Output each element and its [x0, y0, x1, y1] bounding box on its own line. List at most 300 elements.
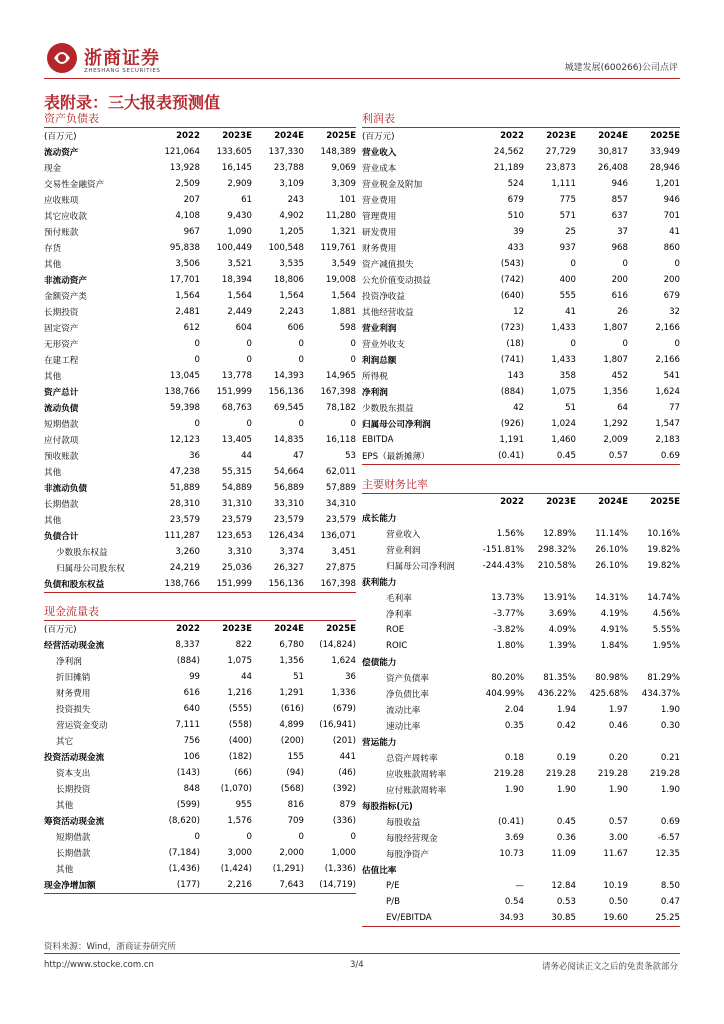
cell-value: 3,451: [331, 547, 356, 557]
cell-value: 19,008: [325, 275, 356, 285]
row-label: 净负债比率: [386, 690, 429, 700]
table-row: [362, 606, 680, 622]
cash-flow-section: [44, 604, 356, 894]
row-label: 财务费用: [56, 689, 91, 699]
cell-value: 207: [183, 195, 200, 205]
cell-value: 14,393: [273, 371, 304, 381]
cell-value: 0: [350, 339, 356, 349]
year-header: 2022: [500, 131, 524, 141]
cell-value: 151,999: [200, 576, 252, 593]
footer-divider: [44, 953, 680, 954]
cell-value: 95,838: [169, 243, 200, 253]
cell-value: 12: [513, 307, 524, 317]
row-label: 净利润: [56, 657, 82, 667]
cell-value: 1,564: [331, 291, 356, 301]
table-row: [362, 622, 680, 638]
cell-value: 2,509: [175, 179, 200, 189]
cell-value: 26,327: [273, 563, 304, 573]
cell-value: 80.98%: [595, 673, 628, 683]
row-label: 营业成本: [362, 164, 397, 174]
ratios-title: 主要财务比率: [362, 477, 680, 494]
cell-value: 119,761: [320, 243, 356, 253]
cell-value: -3.82%: [493, 625, 524, 635]
table-row: [362, 368, 680, 384]
row-label: 其它应收款: [44, 212, 87, 222]
cell-value: 1,292: [603, 419, 628, 429]
cell-value: 1,356: [603, 387, 628, 397]
row-label: 其它: [56, 737, 74, 747]
table-row: [44, 320, 356, 336]
table-row: [44, 240, 356, 256]
cell-value: [628, 654, 680, 670]
table-row: [44, 352, 356, 368]
row-label: 应付账款周转率: [386, 786, 447, 796]
row-label: 资产负债率: [386, 674, 429, 684]
cell-value: 0.35: [504, 721, 524, 731]
header-divider: [44, 78, 680, 79]
cell-value: 11.67: [603, 849, 628, 859]
row-label: 营运资金变动: [56, 721, 108, 731]
cell-value: -3.77%: [493, 609, 524, 619]
table-row: [362, 542, 680, 558]
cell-value: 0: [350, 419, 356, 429]
cell-value: -244.43%: [482, 561, 524, 571]
table-row: [362, 240, 680, 256]
table-row: [362, 336, 680, 352]
cell-value: 13.73%: [491, 593, 524, 603]
cell-value: 3,549: [331, 259, 356, 269]
table-row: [44, 749, 356, 765]
row-label: 获利能力: [362, 578, 397, 588]
cell-value: 3,374: [279, 547, 304, 557]
cell-value: 0.36: [556, 833, 576, 843]
cell-value: 1,807: [603, 355, 628, 365]
cell-value: 10.19: [603, 881, 628, 891]
cell-value: 1,075: [227, 656, 252, 666]
cell-value: 860: [663, 243, 680, 253]
cell-value: [524, 654, 576, 670]
cell-value: 1,564: [279, 291, 304, 301]
cell-value: 0.69: [628, 448, 680, 465]
income-statement-section: [362, 111, 680, 465]
cell-value: 4.56%: [652, 609, 680, 619]
cell-value: 434.37%: [641, 689, 680, 699]
cell-value: (568): [280, 784, 304, 794]
table-row: [44, 765, 356, 781]
table-row: [44, 637, 356, 653]
row-label: 应付款项: [44, 436, 79, 446]
cell-value: 1.94: [556, 705, 576, 715]
footer-url[interactable]: http://www.stocke.com.cn: [44, 960, 154, 970]
cell-value: 3,310: [227, 547, 252, 557]
cell-value: 106: [183, 752, 200, 762]
cell-value: 7,643: [252, 877, 304, 894]
cell-value: 1.56%: [496, 529, 524, 539]
table-row: [44, 384, 356, 400]
cell-value: (723): [500, 323, 524, 333]
year-header: 2025E: [326, 131, 356, 141]
cell-value: 2.04: [504, 705, 524, 715]
row-label: 经营活动现金流: [44, 641, 105, 651]
row-label: 现金: [44, 164, 62, 174]
cell-value: 1.39%: [548, 641, 576, 651]
row-label: 投资净收益: [362, 292, 405, 302]
cell-value: 8.50: [660, 881, 680, 891]
table-row: [362, 830, 680, 846]
row-label: 在建工程: [44, 356, 79, 366]
cell-value: 2,449: [227, 307, 252, 317]
cell-value: (741): [500, 355, 524, 365]
cell-value: 2,009: [603, 435, 628, 445]
cell-value: 433: [507, 243, 524, 253]
cell-value: 0: [298, 832, 304, 842]
cell-value: 14,965: [325, 371, 356, 381]
cell-value: 857: [611, 195, 628, 205]
footer-disclaimer: 请务必阅读正文之后的免责条款部分: [541, 962, 678, 972]
cell-value: 0: [194, 355, 200, 365]
cell-value: 111,287: [164, 531, 200, 541]
cell-value: 81.29%: [647, 673, 680, 683]
cell-value: 11,280: [325, 211, 356, 221]
year-header: 2023E: [222, 624, 252, 634]
table-row: [362, 558, 680, 574]
cell-value: 0.54: [504, 897, 524, 907]
cell-value: 955: [235, 800, 252, 810]
cell-value: 62,011: [325, 467, 356, 477]
table-row: [44, 288, 356, 304]
unit-label: [362, 494, 472, 510]
table-row: [44, 781, 356, 797]
cell-value: [576, 574, 628, 590]
cell-value: (555): [228, 704, 252, 714]
cell-value: (182): [228, 752, 252, 762]
row-label: 筹资活动现金流: [44, 817, 105, 827]
cell-value: 1.90: [660, 785, 680, 795]
row-label: 营业税金及附加: [362, 180, 423, 190]
cell-value: 1.80%: [496, 641, 524, 651]
cell-value: 937: [559, 243, 576, 253]
cell-value: 3,506: [175, 259, 200, 269]
table-row: [44, 224, 356, 240]
row-label: 财务费用: [362, 244, 397, 254]
table-row: [44, 432, 356, 448]
row-label: 每股收益: [386, 818, 421, 828]
cell-value: [628, 574, 680, 590]
table-header-row: [362, 494, 680, 510]
cell-value: 0: [194, 339, 200, 349]
balance-sheet-title: 资产负债表: [44, 111, 356, 128]
cell-value: (143): [176, 768, 200, 778]
cell-value: [472, 798, 524, 814]
cell-value: 41: [669, 227, 680, 237]
cell-value: 1,433: [551, 323, 576, 333]
table-row: [362, 416, 680, 432]
cell-value: 8,337: [175, 640, 200, 650]
cell-value: (640): [500, 291, 524, 301]
table-row: [44, 400, 356, 416]
cell-value: [524, 862, 576, 878]
table-row: [44, 256, 356, 272]
cell-value: 1,075: [551, 387, 576, 397]
table-row: [362, 814, 680, 830]
cell-value: [628, 510, 680, 526]
cell-value: 44: [241, 451, 252, 461]
table-row: [44, 845, 356, 861]
cell-value: (616): [280, 704, 304, 714]
table-row: [362, 846, 680, 862]
cell-value: 1,576: [227, 816, 252, 826]
table-row: [362, 448, 680, 465]
cell-value: 0.57: [608, 817, 628, 827]
cell-value: (926): [500, 419, 524, 429]
row-label: 长期投资: [44, 308, 79, 318]
cell-value: 709: [287, 816, 304, 826]
table-row: [44, 160, 356, 176]
cell-value: 822: [235, 640, 252, 650]
row-label: 其他: [44, 516, 62, 526]
cell-value: 0.47: [660, 897, 680, 907]
cell-value: 143: [507, 371, 524, 381]
cell-value: 1,624: [331, 656, 356, 666]
table-row: [362, 894, 680, 910]
cell-value: 637: [611, 211, 628, 221]
cell-value: [576, 510, 628, 526]
table-row: [44, 717, 356, 733]
row-label: 存货: [44, 244, 62, 254]
cell-value: 100,449: [216, 243, 252, 253]
row-label: 归属母公司净利润: [362, 420, 431, 430]
cell-value: 425.68%: [589, 689, 628, 699]
cell-value: 78,182: [325, 403, 356, 413]
row-label: 营业收入: [386, 530, 421, 540]
cash-flow-title: 现金流量表: [44, 604, 356, 621]
row-label: 净利润: [362, 388, 388, 398]
cell-value: 0.19: [556, 753, 576, 763]
cell-value: 26,408: [597, 163, 628, 173]
cell-value: (66): [234, 768, 252, 778]
cash-flow-table: [44, 621, 356, 894]
cell-value: 13.91%: [543, 593, 576, 603]
cell-value: 0: [246, 419, 252, 429]
cell-value: 816: [287, 800, 304, 810]
cell-value: 77: [669, 403, 680, 413]
cell-value: 19.82%: [647, 545, 680, 555]
cell-value: (599): [176, 800, 200, 810]
row-label: 资产减值损失: [362, 260, 414, 270]
row-label: 负债合计: [44, 532, 79, 542]
cell-value: 6,780: [279, 640, 304, 650]
report-title: 城建发展(600266)公司点评: [564, 63, 678, 73]
cell-value: 4.09%: [548, 625, 576, 635]
cell-value: 0: [298, 419, 304, 429]
row-label: 金额资产类: [44, 292, 87, 302]
row-label: 每股指标(元): [362, 802, 413, 812]
cell-value: 1.90: [504, 785, 524, 795]
table-row: [44, 272, 356, 288]
cell-value: 31,310: [221, 499, 252, 509]
cell-value: 604: [235, 323, 252, 333]
row-label: 流动比率: [386, 706, 421, 716]
cell-value: 39: [513, 227, 524, 237]
cell-value: 137,330: [268, 147, 304, 157]
row-label: 营业收入: [362, 148, 397, 158]
cell-value: 441: [339, 752, 356, 762]
year-header: 2025E: [650, 497, 680, 507]
cell-value: 25,036: [221, 563, 252, 573]
cell-value: (1,291): [272, 864, 304, 874]
row-label: 现金净增加额: [44, 877, 148, 894]
table-header-row: [362, 128, 680, 144]
row-label: 预付账款: [44, 228, 79, 238]
table-header-row: [44, 621, 356, 637]
cell-value: 23,788: [273, 163, 304, 173]
cell-value: 80.20%: [491, 673, 524, 683]
cell-value: 24,219: [169, 563, 200, 573]
cell-value: 210.58%: [537, 561, 576, 571]
cell-value: -6.57: [657, 833, 680, 843]
row-label: 折旧摊销: [56, 673, 91, 683]
table-row: [362, 670, 680, 686]
income-statement-table: [362, 128, 680, 465]
cell-value: 0.57: [576, 448, 628, 465]
cell-value: 28,946: [649, 163, 680, 173]
cell-value: 5.55%: [652, 625, 680, 635]
row-label: 其他: [44, 468, 62, 478]
table-row: [362, 590, 680, 606]
cell-value: 1,881: [331, 307, 356, 317]
row-label: 其他: [44, 260, 62, 270]
cell-value: 23,579: [273, 515, 304, 525]
year-header: 2025E: [650, 131, 680, 141]
cell-value: 81.35%: [543, 673, 576, 683]
cell-value: 10.16%: [647, 529, 680, 539]
cell-value: 13,405: [221, 435, 252, 445]
cell-value: 101: [339, 195, 356, 205]
cell-value: 0: [570, 339, 576, 349]
table-row: [44, 544, 356, 560]
cell-value: 27,875: [325, 563, 356, 573]
row-label: 短期借款: [56, 833, 91, 843]
table-row: [44, 685, 356, 701]
row-label: 其他: [44, 372, 62, 382]
row-label: 估值比率: [362, 866, 397, 876]
row-label: 毛利率: [386, 594, 412, 604]
cell-value: 2,909: [227, 179, 252, 189]
row-label: 公允价值变动损益: [362, 276, 431, 286]
cell-value: 3,260: [175, 547, 200, 557]
cell-value: 612: [183, 323, 200, 333]
cell-value: 219.28: [545, 769, 576, 779]
cell-value: 57,889: [325, 483, 356, 493]
cell-value: 61: [241, 195, 252, 205]
cell-value: 2,243: [279, 307, 304, 317]
cell-value: 2,166: [655, 355, 680, 365]
cell-value: 1,321: [331, 227, 356, 237]
table-row: [44, 416, 356, 432]
cell-value: 36: [345, 672, 356, 682]
cell-value: 30,817: [597, 147, 628, 157]
year-header: 2024E: [598, 497, 628, 507]
table-row: [44, 304, 356, 320]
cell-value: (16,941): [319, 720, 356, 730]
cell-value: 42: [513, 403, 524, 413]
cell-value: 64: [617, 403, 628, 413]
unit-label: (百万元): [44, 132, 77, 142]
cell-value: 0: [570, 259, 576, 269]
row-label: 归属母公司净利润: [386, 562, 455, 572]
row-label: 投资损失: [56, 705, 91, 715]
cell-value: (8,620): [168, 816, 200, 826]
table-row: [44, 813, 356, 829]
cell-value: 33,949: [649, 147, 680, 157]
table-row: [44, 528, 356, 544]
cell-value: 4,902: [279, 211, 304, 221]
year-header: 2022: [176, 624, 200, 634]
cell-value: 3,000: [227, 848, 252, 858]
cell-value: 848: [183, 784, 200, 794]
cell-value: 18,806: [273, 275, 304, 285]
cell-value: 99: [189, 672, 200, 682]
cell-value: 0: [246, 355, 252, 365]
cell-value: 1,216: [227, 688, 252, 698]
cell-value: 0: [194, 832, 200, 842]
cell-value: [472, 510, 524, 526]
cell-value: 1,111: [551, 179, 576, 189]
cell-value: 0.42: [556, 721, 576, 731]
cell-value: 200: [663, 275, 680, 285]
cell-value: 133,605: [216, 147, 252, 157]
cell-value: 23,579: [325, 515, 356, 525]
cell-value: 1,624: [655, 387, 680, 397]
table-row: [362, 352, 680, 368]
row-label: 归属母公司股东权: [56, 564, 125, 574]
cell-value: 16,145: [221, 163, 252, 173]
row-label: 所得税: [362, 372, 388, 382]
table-row: [362, 702, 680, 718]
ratios-section: [362, 477, 680, 927]
table-row: [44, 448, 356, 464]
cell-value: 1,291: [279, 688, 304, 698]
cell-value: 26: [617, 307, 628, 317]
cell-value: [524, 510, 576, 526]
cell-value: 55,315: [221, 467, 252, 477]
table-row: [44, 560, 356, 576]
cell-value: 616: [183, 688, 200, 698]
table-row: [362, 432, 680, 448]
cell-value: 25: [565, 227, 576, 237]
cell-value: 1,090: [227, 227, 252, 237]
row-label: 少数股东权益: [56, 548, 108, 558]
cell-value: (46): [338, 768, 356, 778]
cell-value: [472, 574, 524, 590]
cell-value: 701: [663, 211, 680, 221]
table-row: [362, 256, 680, 272]
cell-value: 679: [507, 195, 524, 205]
cell-value: 23,579: [169, 515, 200, 525]
table-row: [362, 718, 680, 734]
table-row: [44, 512, 356, 528]
cell-value: 0.30: [660, 721, 680, 731]
brand-logo-icon: [44, 40, 80, 76]
cell-value: 1.97: [608, 705, 628, 715]
cell-value: 0.69: [660, 817, 680, 827]
row-label: 长期借款: [44, 500, 79, 510]
cell-value: 1,024: [551, 419, 576, 429]
brand-name: 浙商证券: [84, 48, 160, 69]
row-label: 流动资产: [44, 148, 79, 158]
unit-label: (百万元): [362, 132, 395, 142]
cell-value: 436.22%: [537, 689, 576, 699]
